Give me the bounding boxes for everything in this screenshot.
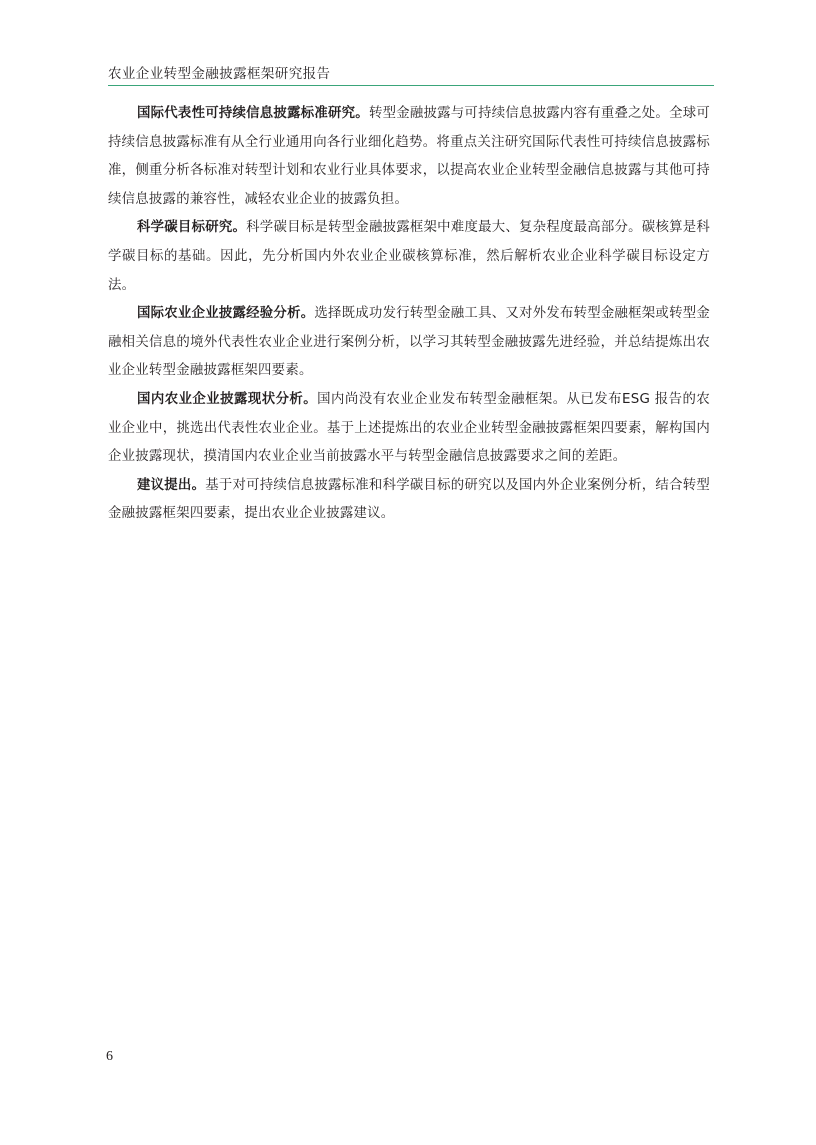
paragraph-body: 转型金融披露与可持续信息披露内容有重叠之处。全球可持续信息披露标准有从全行业通用向各行业细化趋势。将重点关注研究国际代表性可持续信息披露标准，侧重分析各标准对转型计划和农业行业具体要求，以提高农业企业转型金融信息披露与其他可持续信息披露的兼容性，减轻农业企业的披露负担。 xyxy=(108,106,711,207)
paragraph-heading: 国际代表性可持续信息披露标准研究。 xyxy=(137,106,369,121)
paragraph-international-experience xyxy=(108,300,710,386)
paragraph-body: 选择既成功发行转型金融工具、又对外发布转型金融框架或转型金融相关信息的境外代表性农业企业进行案例分析，以学习其转型金融披露先进经验，并总结提炼出农业企业转型金融披露框架四要素。 xyxy=(108,306,710,379)
paragraph-heading: 科学碳目标研究。 xyxy=(137,220,247,236)
paragraph-body: 基于对可持续信息披露标准和科学碳目标的研究以及国内外企业案例分析，结合转型金融披露框架四要素，提出农业企业披露建议。 xyxy=(108,477,711,522)
paragraph-heading: 国际农业企业披露经验分析。 xyxy=(137,306,315,322)
paragraph-heading: 国内农业企业披露现状分析。 xyxy=(137,391,318,407)
paragraph-recommendations xyxy=(108,472,710,529)
running-header-title: 农业企业转型金融披露框架研究报告 xyxy=(108,66,331,82)
paragraph-body: 国内尚没有农业企业发布转型金融框架。从已发布ESG 报告的农业企业中，挑选出代表性农业企业。基于上述提炼出的农业企业转型金融披露框架四要素，解构国内企业披露现状，摸清国内农业企业当前披露水平与转型金融信息披露要求之间的差距。 xyxy=(108,391,711,465)
paragraph-body: 科学碳目标是转型金融披露框架中难度最大、复杂程度最高部分。碳核算是科学碳目标的基础。因此，先分析国内外农业企业碳核算标准，然后解析农业企业科学碳目标设定方法。 xyxy=(108,220,711,293)
paragraph-science-based-targets xyxy=(108,214,710,300)
paragraph-domestic-status xyxy=(108,386,710,472)
header-divider xyxy=(108,85,714,86)
body-text xyxy=(108,100,710,529)
paragraph-heading: 建议提出。 xyxy=(137,477,206,493)
page-number: 6 xyxy=(106,1049,113,1064)
paragraph-standards-research xyxy=(108,100,710,214)
